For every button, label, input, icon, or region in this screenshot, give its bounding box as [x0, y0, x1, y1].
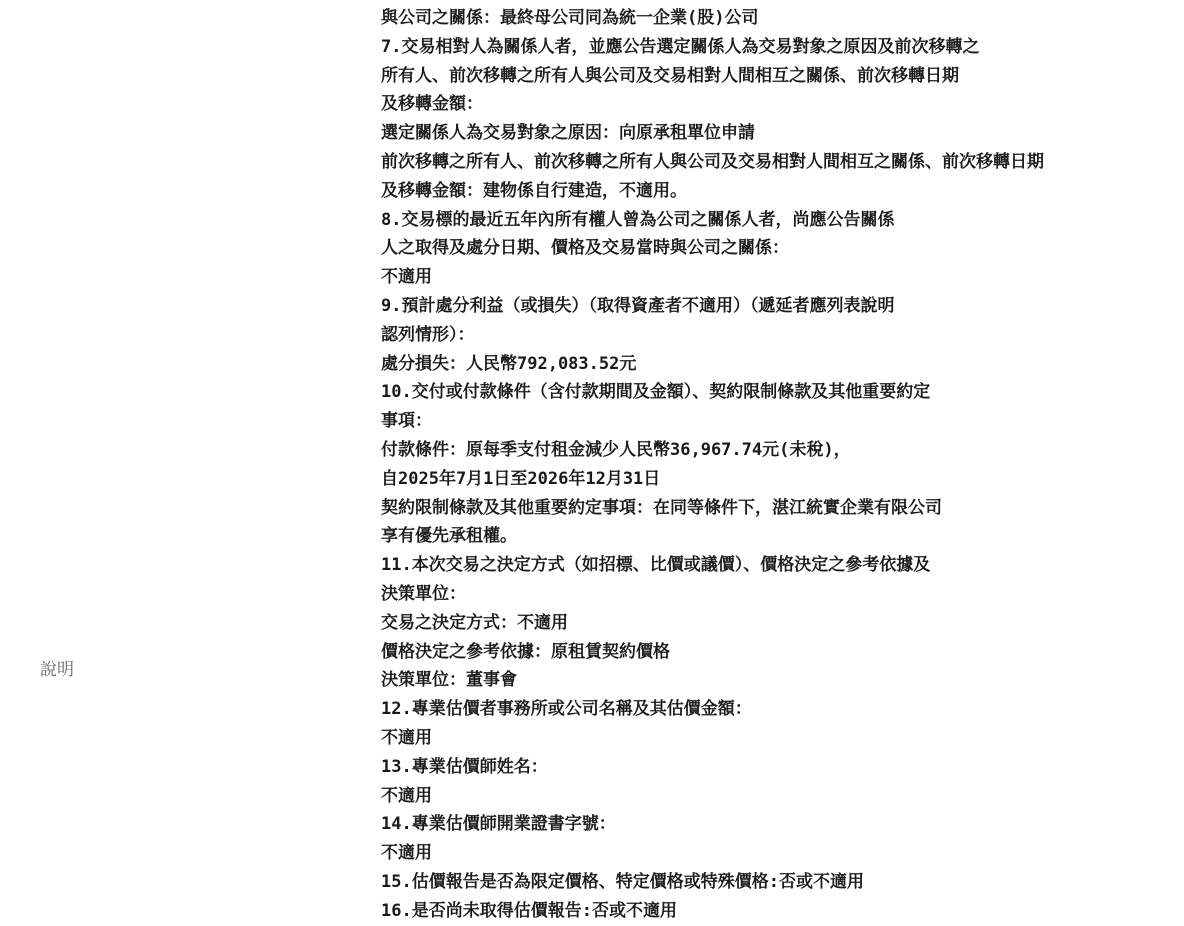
- text-line: 8.交易標的最近五年內所有權人曾為公司之關係人者，尚應公告關係: [381, 209, 895, 230]
- text-line: 契約限制條款及其他重要約定事項：在同等條件下，湛江統實企業有限公司: [381, 497, 942, 518]
- text-line: 付款條件：原每季支付租金減少人民幣36,967.74元(未稅)，: [381, 439, 851, 460]
- text-line: 自2025年7月1日至2026年12月31日: [381, 468, 661, 489]
- text-line: 14.專業估價師開業證書字號：: [381, 814, 616, 835]
- text-line: 及移轉金額：建物係自行建造，不適用。: [381, 180, 687, 201]
- text-line: 不適用: [381, 267, 432, 288]
- text-line: 不適用: [381, 843, 432, 864]
- text-line: 12.專業估價者事務所或公司名稱及其估價金額：: [381, 699, 752, 720]
- text-line: 交易之決定方式：不適用: [381, 612, 568, 633]
- text-line: 13.專業估價師姓名：: [381, 756, 548, 777]
- text-line: 11.本次交易之決定方式（如招標、比價或議價）、價格決定之參考依據及: [381, 555, 931, 576]
- text-line: 選定關係人為交易對象之原因：向原承租單位申請: [381, 123, 755, 144]
- text-line: 及移轉金額：: [381, 94, 483, 115]
- text-line: 15.估價報告是否為限定價格、特定價格或特殊價格:否或不適用: [381, 871, 864, 892]
- description-content: [381, 4, 1171, 926]
- text-line: 不適用: [381, 785, 432, 806]
- text-line: 享有優先承租權。: [381, 526, 517, 547]
- text-line: 16.是否尚未取得估價報告:否或不適用: [381, 900, 677, 921]
- text-line: 決策單位：: [381, 583, 466, 604]
- text-line: 前次移轉之所有人、前次移轉之所有人與公司及交易相對人間相互之關係、前次移轉日期: [381, 151, 1044, 172]
- text-line: 認列情形）：: [381, 324, 475, 345]
- text-line: 10.交付或付款條件（含付款期間及金額）、契約限制條款及其他重要約定: [381, 382, 931, 403]
- text-line: 人之取得及處分日期、價格及交易當時與公司之關係：: [381, 238, 789, 259]
- text-line: 與公司之關係：最終母公司同為統一企業(股)公司: [381, 8, 759, 28]
- text-line: 價格決定之參考依據：原租賃契約價格: [381, 641, 670, 662]
- text-line: 不適用: [381, 727, 432, 748]
- text-line: 決策單位：董事會: [381, 670, 517, 691]
- text-line: 9.預計處分利益（或損失）（取得資產者不適用）（遞延者應列表說明: [381, 295, 895, 316]
- text-line: 處分損失：人民幣792,083.52元: [381, 353, 637, 374]
- text-line: 所有人、前次移轉之所有人與公司及交易相對人間相互之關係、前次移轉日期: [381, 65, 959, 86]
- text-line: 事項：: [381, 411, 432, 432]
- row-label: 說明: [40, 660, 74, 680]
- text-line: 7.交易相對人為關係人者，並應公告選定關係人為交易對象之原因及前次移轉之: [381, 36, 980, 57]
